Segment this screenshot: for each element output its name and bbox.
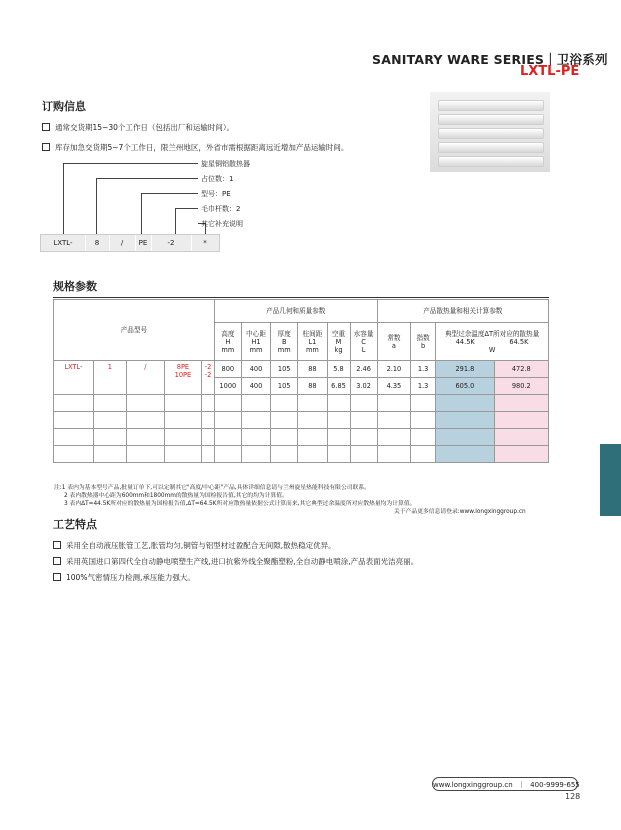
code-seg-series: LXTL- (41, 235, 86, 251)
craft-bullet-2: 采用英国进口第四代全自动静电喷塑生产线,进口抗紫外线全聚酯塑粉,全自动静电喷涂,产品表面光洁亮丽。 (53, 556, 418, 567)
table-notes (54, 484, 526, 516)
spec-table (53, 299, 549, 463)
product-photo (430, 92, 550, 172)
cell-heat-645: 472.8 (494, 361, 548, 378)
col-constant-a: 常数 a (377, 323, 410, 361)
checkbox-icon (53, 541, 61, 549)
cell-heat-645: 980.2 (494, 378, 548, 395)
ordering-bullet-2: 库存加急交货期5~7个工作日，限兰州地区，外省市需根据距离远近增加产品运输时间。 (42, 142, 348, 153)
col-height-h: 高度 H mm (214, 323, 241, 361)
craft-bullet-3: 100%气密情压力检测,承压能力强大。 (53, 572, 195, 583)
section-side-tab (600, 444, 621, 516)
cell: 4.35 (377, 378, 410, 395)
code-seg-towel-bars: -2 (151, 235, 192, 251)
ordering-bullet-1: 通常交货期15~30个工作日（包括出厂和运输时间）。 (42, 122, 234, 133)
code-seg-positions: 8 (85, 235, 110, 251)
cell: 2.46 (350, 361, 377, 378)
note-2: 2 表内散热器中心距为600mm和1800mm的散热量为国检报告值,其它的均为计算值。 (64, 493, 288, 499)
craft-title: 工艺特点 (53, 518, 97, 531)
note-website: 关于产品更多信息请登录:www.longxinggroup.cn (394, 509, 526, 515)
cell: 400 (241, 361, 270, 378)
checkbox-icon (53, 573, 61, 581)
footer-contact: www.longxinggroup.cn ｜ 400-9999-655 (432, 777, 578, 791)
header-heat: 产品散热量和相关计算参数 (377, 300, 548, 323)
page-number: 128 (565, 792, 581, 801)
leader-line (175, 208, 198, 209)
code-label-5: 其它补充说明 (201, 220, 243, 228)
cell: 6.85 (327, 378, 350, 395)
checkbox-icon (42, 143, 50, 151)
col-exponent-b: 指数 b (411, 323, 436, 361)
model-part-slash: / (127, 361, 165, 395)
leader-line (175, 208, 176, 234)
specs-title: 规格参数 (53, 280, 97, 293)
series-title: SANITARY WARE SERIES｜卫浴系列 (372, 52, 608, 67)
code-label-4: 毛巾杆数：2 (201, 205, 241, 213)
header-geometry: 产品几何和质量参数 (214, 300, 377, 323)
cell: 5.8 (327, 361, 350, 378)
leader-line (141, 193, 198, 194)
model-part-bars: -2 -2 (202, 361, 215, 395)
footer-website[interactable]: www.longxinggroup.cn (433, 781, 513, 789)
cell: 800 (214, 361, 241, 378)
order-code-bar (40, 234, 220, 252)
cell-heat-445: 605.0 (436, 378, 494, 395)
leader-line (96, 178, 198, 179)
footer-phone: 400-9999-655 (530, 781, 580, 789)
code-label-3: 型号：PE (201, 190, 231, 198)
cell: 1000 (214, 378, 241, 395)
col-thickness-b: 厚度 B mm (271, 323, 298, 361)
col-water-c: 水容量 C L (350, 323, 377, 361)
leader-line (63, 163, 64, 234)
checkbox-icon (53, 557, 61, 565)
craft-bullet-1: 采用全自动液压胀管工艺,胀管均匀,铜管与铝型材过盈配合无间隙,散热稳定优异。 (53, 540, 336, 551)
cell: 1.3 (411, 378, 436, 395)
cell: 400 (241, 378, 270, 395)
code-seg-other: * (203, 239, 207, 247)
specs-rule (53, 297, 549, 298)
cell: 105 (271, 378, 298, 395)
checkbox-icon (42, 123, 50, 131)
cell: 2.10 (377, 361, 410, 378)
note-3: 3 表内ΔT=44.5K所对应的散热量为国检报告值,ΔT=64.5K所对应散热量依据公式计算而来,其它典型过余温度所对应散热量均为计算值。 (64, 501, 416, 507)
col-spacing-l1: 柱间距 L1 mm (298, 323, 327, 361)
model-title: LXTL-PE (520, 64, 580, 79)
code-seg-slash: / (109, 235, 136, 251)
col-heat-output: 典型过余温度ΔT所对应的散热量 44.5K 64.5K W (436, 323, 549, 361)
header-product-model: 产品型号 (54, 300, 215, 361)
cell: 88 (298, 378, 327, 395)
ordering-title: 订购信息 (42, 100, 86, 113)
model-part-series: LXTL- (54, 361, 94, 395)
cell: 3.02 (350, 378, 377, 395)
code-seg-model: PE (135, 235, 152, 251)
model-part-model: 8PE 10PE (164, 361, 202, 395)
code-label-2: 占位数：1 (201, 175, 234, 183)
leader-line (63, 163, 198, 164)
cell: 1.3 (411, 361, 436, 378)
leader-line (141, 193, 142, 234)
note-1: 注:1 表内为基本型号产品,批量订单下,可以定制其它"高度/中心距"产品,具体详细信息请与兰州旋星热能科技有限公司联系。 (54, 485, 370, 491)
cell: 105 (271, 361, 298, 378)
model-part-positions: 1 (93, 361, 126, 395)
col-weight-m: 空重 M kg (327, 323, 350, 361)
leader-line (96, 178, 97, 234)
cell-heat-445: 291.8 (436, 361, 494, 378)
col-center-h1: 中心距 H1 mm (241, 323, 270, 361)
cell: 88 (298, 361, 327, 378)
code-label-1: 旋星铜铝散热器 (201, 160, 250, 168)
